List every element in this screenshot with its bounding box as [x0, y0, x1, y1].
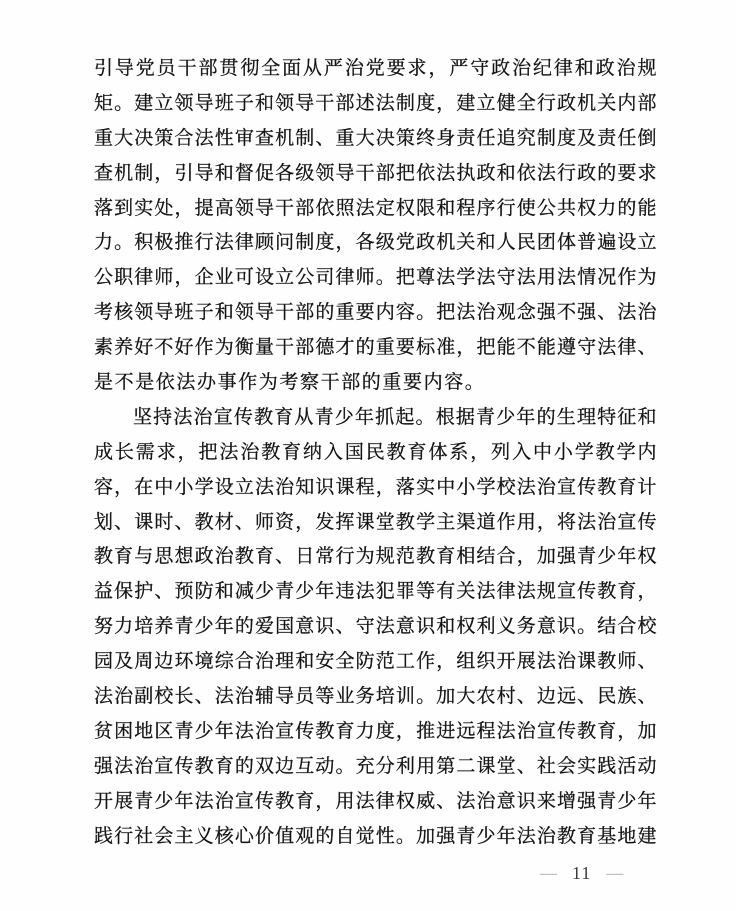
text-line: 成长需求，把法治教育纳入国民教育体系，列入中小学教学内	[94, 441, 657, 463]
text-line: 引导党员干部贯彻全面从严治党要求，严守政治纪律和政治规	[94, 58, 657, 79]
text-line: 贫困地区青少年法治宣传教育力度，推进远程法治宣传教育，加	[94, 720, 657, 742]
text-line: 矩。建立领导班子和领导干部述法制度，建立健全行政机关内部	[94, 92, 657, 114]
page-number: 11	[572, 863, 592, 883]
text-line: 划、课时、教材、师资，发挥课堂教学主渠道作用，将法治宣传	[94, 511, 657, 533]
text-line: 考核领导班子和领导干部的重要内容。把法治观念强不强、法治	[94, 302, 657, 324]
text-line: 坚持法治宣传教育从青少年抓起。根据青少年的生理特征和	[133, 406, 657, 428]
text-block	[94, 52, 657, 854]
page-footer	[540, 864, 623, 882]
text-line: 容，在中小学设立法治知识课程，落实中小学校法治宣传教育计	[94, 476, 657, 498]
text-line: 重大决策合法性审查机制、重大决策终身责任追究制度及责任倒	[94, 127, 657, 149]
text-line: 公职律师，企业可设立公司律师。把尊法学法守法用法情况作为	[94, 267, 657, 289]
text-line: 查机制，引导和督促各级领导干部把依法执政和依法行政的要求	[94, 162, 657, 184]
text-line: 法治副校长、法治辅导员等业务培训。加大农村、边远、民族、	[94, 686, 657, 708]
footer-dash-left: —	[540, 864, 557, 882]
text-line: 教育与思想政治教育、日常行为规范教育相结合，加强青少年权	[94, 546, 657, 568]
text-line: 开展青少年法治宣传教育，用法律权威、法治意识来增强青少年	[94, 790, 657, 812]
text-line: 践行社会主义核心价值观的自觉性。加强青少年法治教育基地建	[94, 825, 657, 847]
text-line: 是不是依法办事作为考察干部的重要内容。	[94, 372, 486, 394]
text-line: 落到实处，提高领导干部依照法定权限和程序行使公共权力的能	[94, 197, 657, 219]
text-line: 素养好不好作为衡量干部德才的重要标准，把能不能遵守法律、	[94, 337, 657, 359]
text-line: 努力培养青少年的爱国意识、守法意识和权利义务意识。结合校	[94, 616, 657, 638]
footer-dash-right: —	[606, 864, 624, 882]
text-line: 强法治宣传教育的双边互动。充分利用第二课堂、社会实践活动	[94, 755, 657, 777]
text-line: 益保护、预防和减少青少年违法犯罪等有关法律法规宣传教育，	[94, 581, 657, 603]
text-line: 力。积极推行法律顾问制度，各级党政机关和人民团体普遍设立	[94, 232, 657, 254]
text-line: 园及周边环境综合治理和安全防范工作，组织开展法治课教师、	[94, 651, 657, 673]
